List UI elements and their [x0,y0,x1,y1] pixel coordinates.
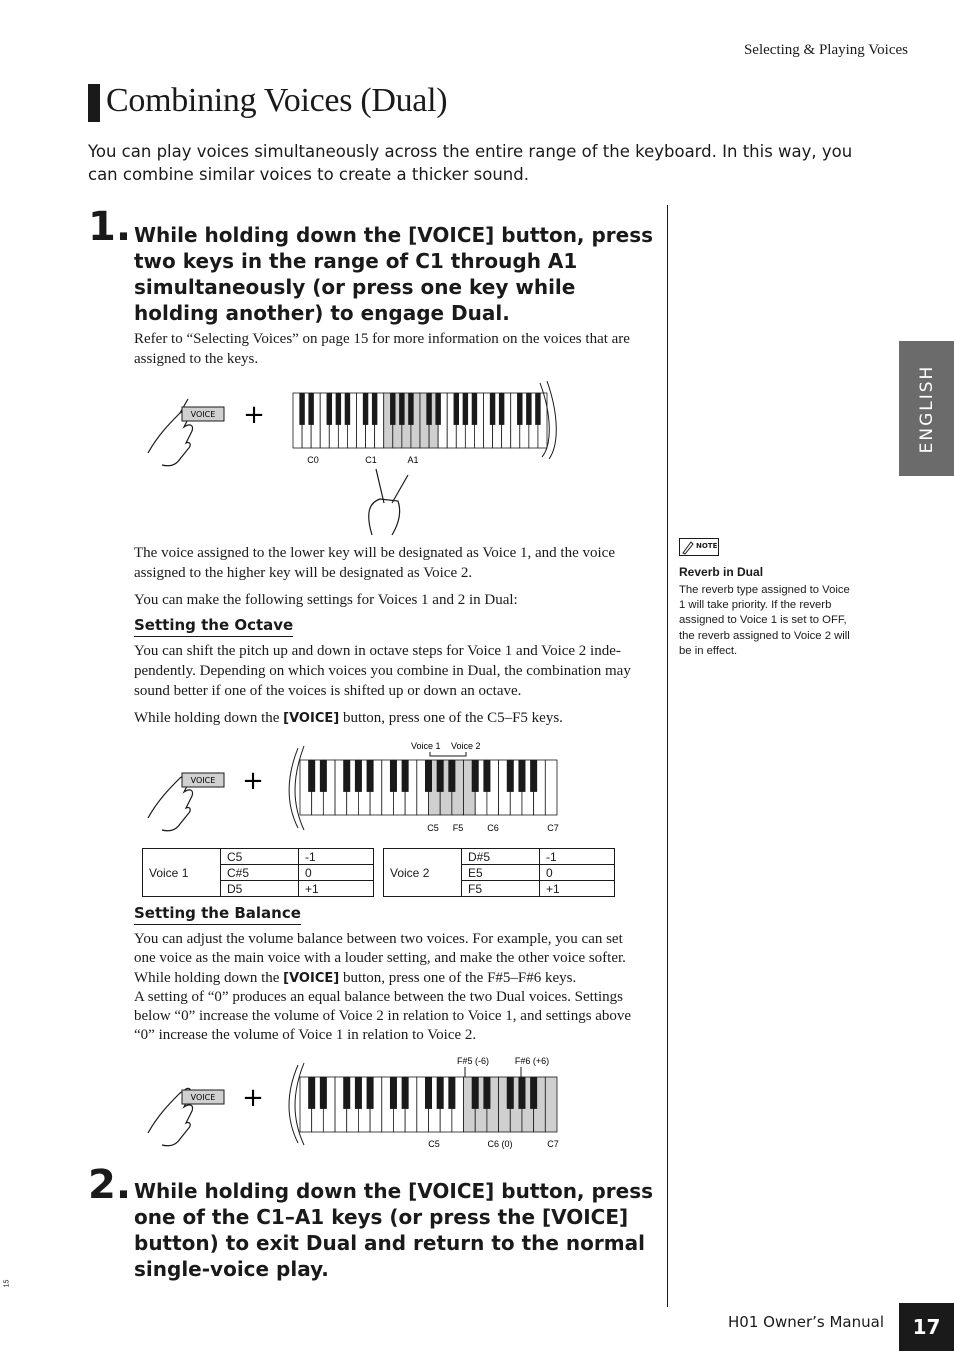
balance-text: You can adjust the volume balance between two voices. For example, you can set one voice as the main voice with a louder setting, and make the other voice softer. While holding down the [VOICE] button, press one of the F#5–F#6 keys. A setting of “0” produces an equal balance between the two Dual voices. Settings below “0” increase the volume of Voice 2 in relation to Voice 1, and settings above “0” increase the volume of Voice 1 in relation to Voice 2. [134,931,632,1044]
key-label-a1: A1 [407,455,419,465]
voice1-label: Voice 1 [411,741,441,751]
black-key [530,1077,537,1109]
black-key [472,1077,479,1109]
black-key [526,393,531,425]
black-key [299,393,304,425]
black-key [454,393,459,425]
black-key [355,1077,362,1109]
key-label-c7: C7 [547,823,559,833]
black-key [437,1077,444,1109]
keyboard-break-mark [289,1065,298,1143]
voice2-octave-table: Voice 2 D#5 -1 E5 0 F5 +1 [383,848,615,897]
key-label-c1: C1 [365,455,377,465]
voice-button-label: VOICE [190,1093,216,1102]
note-text: The reverb type assigned to Voice 1 will take priority. If the reverb assigned to Voice 1 is set to OFF, the reverb assigned to Voice 2 will be in effect. [679,584,850,657]
intro-paragraph: You can play voices simultaneously across the entire range of the keyboard. In this way, you can combine similar voices to create a thicker sound. [88,142,853,184]
key-label-c7: C7 [547,1139,559,1149]
voice1-octave-table: Voice 1 C5 -1 C#5 0 D5 +1 [142,848,374,897]
key-label-f5: F5 [452,823,464,833]
black-key [402,760,409,792]
black-key [517,393,522,425]
note-icon: NOTE [679,538,719,556]
figure-octave-keys [140,738,580,838]
step-1-number: 1. [88,204,132,250]
plus-sign: + [242,1083,264,1113]
black-key [390,1077,397,1109]
black-key [390,760,397,792]
black-key [448,1077,455,1109]
black-key [499,393,504,425]
language-tab: ENGLISH [899,341,954,476]
keyboard-break-mark [289,748,298,828]
step-2-number: 2. [88,1162,132,1208]
black-key [437,760,444,792]
black-key [425,1077,432,1109]
black-key [507,760,514,792]
voice2-label: Voice 2 [451,741,481,751]
black-key [425,760,432,792]
print-mark: 15 [3,1279,11,1288]
white-key [545,1077,557,1132]
balance-heading: Setting the Balance [134,904,301,925]
black-key [320,1077,327,1109]
octave-text: You can shift the pitch up and down in octave steps for Voice 1 and Voice 2 inde-pendently. Depending on which voices you combine in Dual, the combination may sound better if one of the voices is shifted up or down an octave. [134,643,631,699]
voice-assign-paragraph: The voice assigned to the lower key will be designated as Voice 1, and the voice assigned to the higher key will be designated as Voice 2. [134,545,615,581]
black-key [426,393,431,425]
black-key [518,760,525,792]
page-number: 17 [899,1303,954,1351]
black-key [367,1077,374,1109]
keyboard-2 [300,760,557,815]
key-label-fs5: F#5 (-6) [456,1056,490,1066]
black-key [472,760,479,792]
black-key [402,1077,409,1109]
black-key [308,393,313,425]
black-key [490,393,495,425]
black-key [463,393,468,425]
key-label-c5: C5 [428,1139,440,1149]
black-key [448,760,455,792]
step-1-heading: While holding down the [VOICE] button, press two keys in the range of C1 through A1 simultaneously (or press one key while holding another) to engage Dual. [134,223,654,325]
black-key [320,760,327,792]
page-title: Combining Voices (Dual) [106,82,448,119]
plus-sign: + [242,766,264,796]
keyboard-3 [300,1077,557,1132]
black-key [483,760,490,792]
black-key [408,393,413,425]
manual-name: H01 Owner’s Manual [728,1313,884,1331]
black-key [399,393,404,425]
black-key [355,760,362,792]
black-key [535,393,540,425]
black-key [343,760,350,792]
black-key [507,1077,514,1109]
octave-instruction: While holding down the [VOICE] button, press one of the C5–F5 keys. [134,710,563,726]
step-2-heading: While holding down the [VOICE] button, press one of the C1–A1 keys (or press the [VOICE] button) to exit Dual and return to the normal single-voice play. [134,1179,654,1281]
black-key [308,1077,315,1109]
black-key [363,393,368,425]
black-key [518,1077,525,1109]
key-label-c0: C0 [307,455,319,465]
black-key [336,393,341,425]
black-key [327,393,332,425]
table-voice-name: Voice 1 [143,849,221,897]
black-key [435,393,440,425]
voice-button-label: VOICE [190,410,216,419]
voice-button-label: VOICE [190,776,216,785]
keyboard-1 [293,393,547,448]
white-key [545,760,557,815]
key-label-c5: C5 [427,823,439,833]
black-key [390,393,395,425]
figure-dual-keys [140,375,580,540]
note-title: Reverb in Dual [679,565,764,579]
black-key [308,760,315,792]
key-label-c6: C6 (0) [487,1139,513,1149]
title-bar-decoration [88,84,100,122]
black-key [372,393,377,425]
black-key [345,393,350,425]
octave-heading: Setting the Octave [134,616,293,637]
table-voice-name: Voice 2 [384,849,462,897]
black-key [343,1077,350,1109]
black-key [367,760,374,792]
figure-balance-keys [140,1053,580,1153]
plus-sign: + [243,400,265,430]
column-divider [667,205,668,1307]
running-header: Selecting & Playing Voices [743,42,908,58]
black-key [530,760,537,792]
key-label-c6: C6 [487,823,499,833]
black-key [483,1077,490,1109]
settings-intro: You can make the following settings for Voices 1 and 2 in Dual: [134,592,518,608]
black-key [472,393,477,425]
step-1-text: Refer to “Selecting Voices” on page 15 for more information on the voices that are assigned to the keys. [134,331,630,367]
two-finger-hand-icon [369,469,408,535]
key-label-fs6: F#6 (+6) [514,1056,550,1066]
